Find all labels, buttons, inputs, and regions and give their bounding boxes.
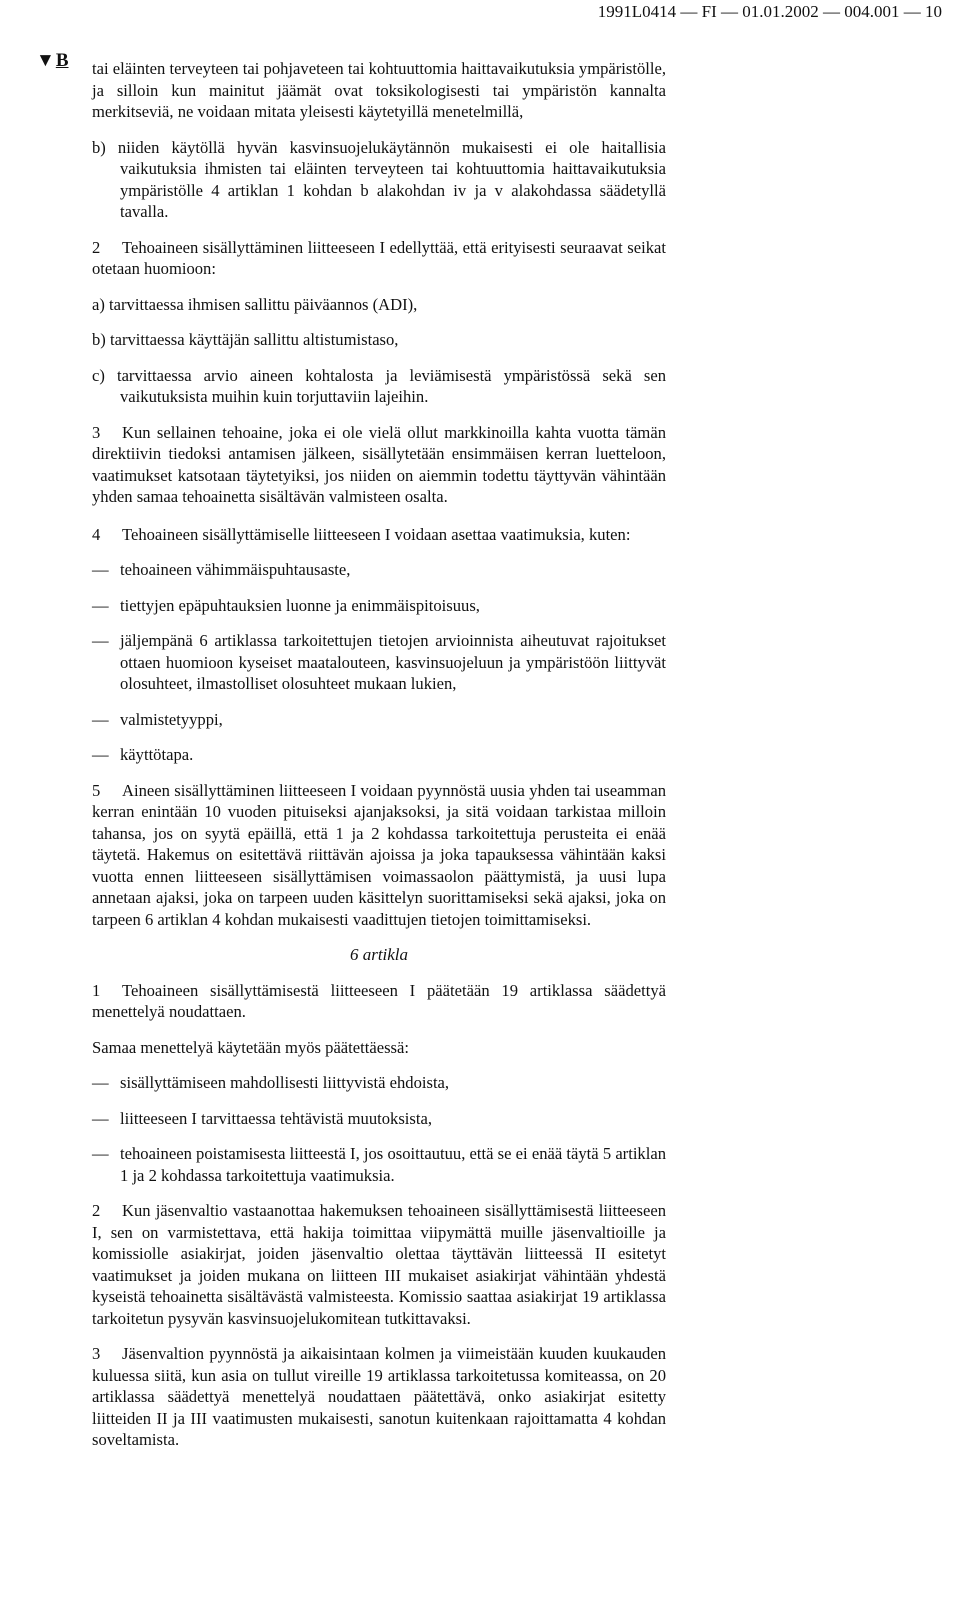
- dash-icon: —: [92, 709, 109, 729]
- page-number: 10: [925, 2, 942, 21]
- doc-version: 004.001: [844, 2, 900, 21]
- paragraph-number: 3: [92, 422, 101, 442]
- dash-icon: —: [92, 1073, 109, 1092]
- header-separator: —: [680, 2, 702, 21]
- triangle-down-icon: ▼: [36, 50, 55, 71]
- paragraph-text: Jäsenvaltion pyynnöstä ja aikaisintaan kolmen ja viimeistään kuuden kuukauden kuluessa siitä, kun asia on tullut vireille 19 artiklassa tarkoitetussa komiteassa, on 20 artiklassa säädettyä menettelyä noudattaen päätettävä, onko asiakirjat esitetty liitteiden II ja III vaatimusten mukaisesti, sanotun kuitenkaan rajoittamatta 4 kohdan soveltamista.: [92, 1344, 666, 1449]
- paragraph-continuation: tai eläinten terveyteen tai pohjaveteen tai kohtuuttomia haittavaikutuksia ympäristölle, ja silloin kun mainitut jäämät ovat toksikologisesti tai ympäristön kannalta merkitseviä, ne voidaan mitata yleisesti käytetyillä menetelmillä,: [92, 59, 666, 121]
- dash-item: [92, 559, 666, 581]
- dash-item: [92, 1072, 666, 1094]
- paragraph-number: 1: [92, 980, 101, 1000]
- dash-item: [92, 595, 666, 617]
- paragraph-number: 5: [92, 780, 101, 800]
- dash-item-text: käyttötapa.: [120, 745, 194, 764]
- paragraph-number: 4: [92, 524, 101, 544]
- paragraph-number: 2: [92, 1201, 101, 1220]
- dash-item-text: tiettyjen epäpuhtauksien luonne ja enimmäispitoisuus,: [120, 595, 480, 615]
- paragraph-text: Tehoaineen sisällyttämisestä liitteeseen I päätetään 19 artiklassa säädettyä menettelyä noudattaen.: [92, 980, 666, 1021]
- dash-item-text: liitteeseen I tarvittaessa tehtävistä muutoksista,: [120, 1108, 432, 1128]
- dash-item-text: valmistetyyppi,: [120, 709, 223, 729]
- dash-item: [92, 709, 666, 731]
- dash-item-text: tehoaineen poistamisesta liitteestä I, jos osoittautuu, että se ei enää täytä 5 artiklan 1 ja 2 kohdassa tarkoitettuja vaatimuksia.: [120, 1144, 666, 1185]
- article-paragraph-3: [92, 1343, 666, 1451]
- header-separator: —: [823, 2, 845, 21]
- paragraph-2: [92, 237, 666, 280]
- dash-icon: —: [92, 595, 109, 615]
- header-separator: —: [721, 2, 743, 21]
- dash-icon: —: [92, 1108, 109, 1128]
- paragraph-3: [92, 422, 666, 508]
- dash-item: [92, 630, 666, 695]
- paragraph-5: [92, 780, 666, 931]
- paragraph-4: [92, 524, 666, 546]
- paragraph-text: Kun jäsenvaltio vastaanottaa hakemuksen tehoaineen sisällyttämisestä liitteeseen I, sen on varmistettava, että hakija toimittaa viipymättä muille jäsenvaltioille ja komissiolle asiakirjat, joiden jäsenvaltio olettaa täyttävän liitteessä II esitetyt vaatimukset ja joiden mukana on liitteen III mukaiset asiakirjat vähintään yhdestä kyseistä tehoainetta sisältävästä valmisteesta. Komissio saattaa asiakirjat 19 artiklassa tarkoitetun pysyvän kasvinsuojelukomitean tutkittavaksi.: [92, 1201, 666, 1328]
- article-paragraph-1: [92, 980, 666, 1023]
- dash-item: [92, 1108, 666, 1130]
- dash-icon: —: [92, 560, 109, 579]
- list-item-b: b) niiden käytöllä hyvän kasvinsuojelukäytännön mukaisesti ei ole haitallisia vaikutuksia ihmisten tai eläinten terveyteen tai kohtuuttomia haittavaikutuksia ympäristölle 4 artiklan 1 kohdan b alakohdan iv ja v alakohdassa säädetyllä tavalla.: [92, 137, 666, 221]
- dash-item: [92, 1143, 666, 1186]
- article-title: 6 artikla: [349, 945, 409, 964]
- dash-item-text: tehoaineen vähimmäispuhtausaste,: [120, 560, 351, 579]
- dash-item-text: sisällyttämiseen mahdollisesti liittyvistä ehdoista,: [120, 1073, 450, 1092]
- document-body: [92, 58, 666, 1465]
- dash-icon: —: [92, 1144, 109, 1163]
- list-item-c: c) tarvittaessa arvio aineen kohtalosta ja leviämisestä ympäristössä sekä sen vaikutuksista muihin kuin torjuttaviin lajeihin.: [92, 365, 666, 406]
- list-item-a: a) tarvittaessa ihmisen sallittu päiväannos (ADI),: [92, 294, 418, 314]
- paragraph-text: Tehoaineen sisällyttäminen liitteeseen I edellyttää, että erityisesti seuraavat seikat otetaan huomioon:: [92, 237, 666, 278]
- amendment-marker: [36, 50, 69, 72]
- paragraph-number: 3: [92, 1344, 101, 1363]
- dash-icon: —: [92, 745, 109, 764]
- doc-id: 1991L0414: [597, 2, 677, 21]
- article-subparagraph: Samaa menettelyä käytetään myös päätettäessä:: [92, 1037, 409, 1057]
- paragraph-text: Kun sellainen tehoaine, joka ei ole vielä ollut markkinoilla kahta vuotta tämän direktiivin tiedoksi antamisen jälkeen, sisällytetään ensimmäisen kerran luetteloon, vaatimukset katsotaan täytetyiksi, jos niiden on aiemmin todettu täyttyvän vähintään yhden samaa tehoainetta sisältävän valmisteen osalta.: [92, 422, 666, 506]
- list-item-b: b) tarvittaessa käyttäjän sallittu altistumistaso,: [92, 330, 399, 349]
- paragraph-text: Tehoaineen sisällyttämiselle liitteeseen I voidaan asettaa vaatimuksia, kuten:: [122, 524, 631, 544]
- dash-item: [92, 744, 666, 766]
- marker-letter: B: [55, 50, 69, 71]
- page-header: [598, 0, 942, 24]
- doc-language: FI: [701, 2, 717, 21]
- dash-icon: —: [92, 631, 109, 650]
- doc-date: 01.01.2002: [742, 2, 819, 21]
- paragraph-number: 2: [92, 237, 101, 257]
- header-separator: —: [903, 2, 925, 21]
- paragraph-text: Aineen sisällyttäminen liitteeseen I voidaan pyynnöstä uusia yhden tai useamman kerran enintään 10 vuoden pituiseksi ajanjaksoksi, ja sitä voidaan tarkistaa milloin tahansa, jos on syytä epäillä, että 1 ja 2 kohdassa tarkoitettuja perusteita ei enää täytetä. Hakemus on esitettävä riittävän ajoissa ja joka tapauksessa vähintään kaksi vuotta ennen liitteeseen sisällyttämisen voimassaolon päättymistä, ja uusi lupa annetaan ajaksi, joka on tarpeen uuden käsittelyn suorittamiseksi sekä ajaksi, joka on tarpeen 6 artiklan 4 kohdan mukaisesti vaadittujen tietojen toimittamiseksi.: [92, 780, 666, 929]
- dash-item-text: jäljempänä 6 artiklassa tarkoitettujen tietojen arvioinnista aiheutuvat rajoitukset ottaen huomioon kyseiset maatalouteen, kasvinsuojeluun ja ympäristöön liittyvät olosuhteet, ilmastolliset olosuhteet mukaan lukien,: [120, 631, 666, 693]
- article-paragraph-2: [92, 1200, 666, 1329]
